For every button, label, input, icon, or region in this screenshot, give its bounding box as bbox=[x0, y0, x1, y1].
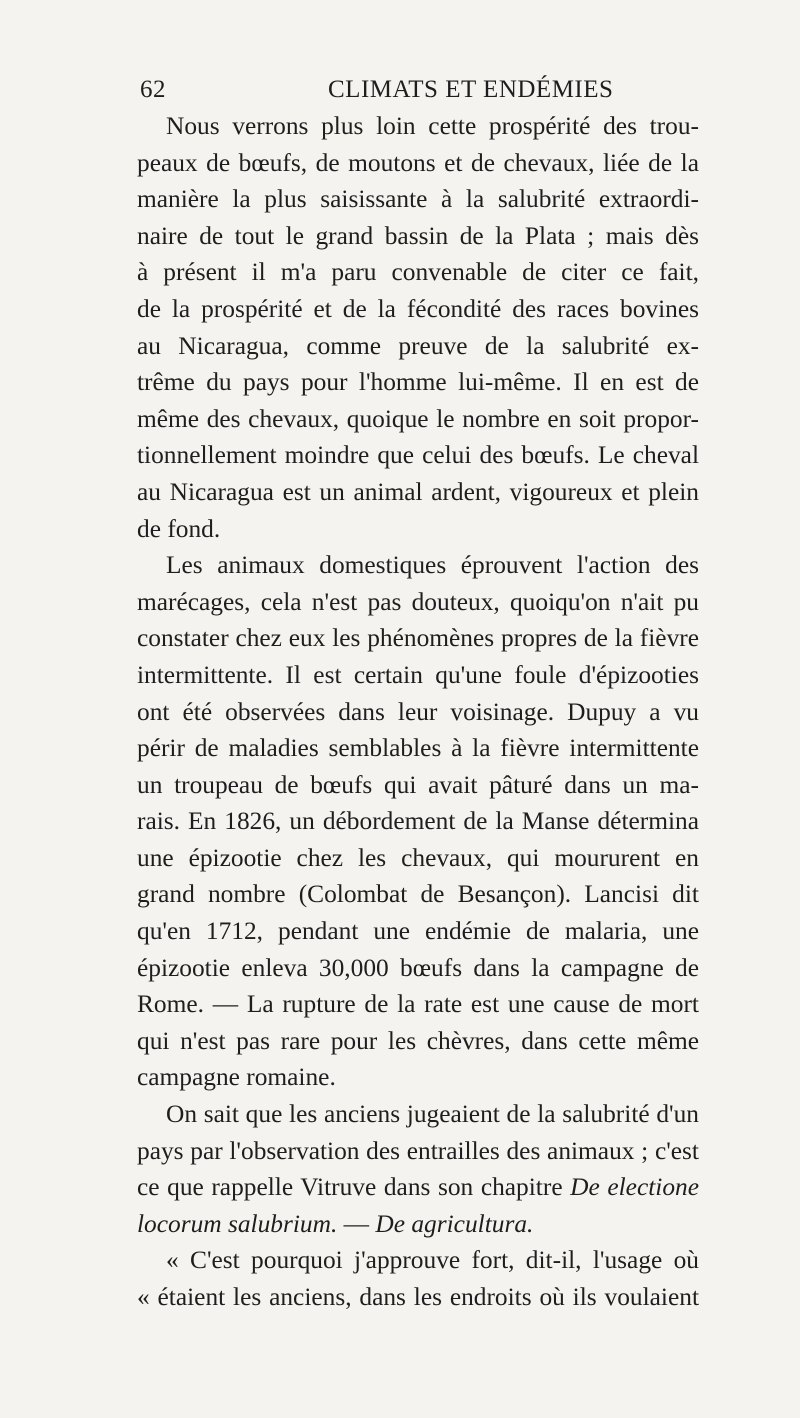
text-line: épizootie enleva 30,000 bœufs dans la campagne de bbox=[137, 953, 699, 982]
text-line-mixed bbox=[137, 1169, 699, 1206]
text-run: ce que rappelle Vitruve dans son chapitre bbox=[137, 1173, 563, 1202]
text-line: ont été observées dans leur voisinage. Dupuy a vu bbox=[137, 697, 699, 726]
italic-title: locorum salubrium. bbox=[137, 1209, 338, 1238]
text-line: qu'en 1712, pendant une endémie de malaria, une bbox=[137, 917, 699, 946]
text-line: rais. En 1826, un débordement de la Manse détermina bbox=[137, 807, 699, 836]
italic-title: De agricultura. bbox=[375, 1209, 534, 1238]
dash: — bbox=[337, 1209, 376, 1238]
text-line: au Nicaragua, comme preuve de la salubrité ex- bbox=[137, 331, 699, 360]
page-number: 62 bbox=[140, 76, 166, 103]
quote-line: « C'est pourquoi j'approuve fort, dit-il, l'usage où bbox=[166, 1246, 699, 1275]
text-line: naire de tout le grand bassin de la Plata ; mais dès bbox=[137, 221, 699, 250]
body-text bbox=[137, 108, 699, 1316]
quote-line: « étaient les anciens, dans les endroits où ils voulaient bbox=[137, 1283, 699, 1311]
text-line: Nous verrons plus loin cette prospérité des trou- bbox=[166, 112, 699, 140]
text-line: même des chevaux, quoique le nombre en soit propor- bbox=[137, 404, 699, 433]
text-line: peaux de bœufs, de moutons et de chevaux, liée de la bbox=[137, 148, 699, 177]
text-line: une épizootie chez les chevaux, qui moururent en bbox=[137, 843, 699, 872]
text-line: au Nicaragua est un animal ardent, vigoureux et plein bbox=[137, 477, 699, 506]
text-line: pays par l'observation des entrailles des animaux ; c'est bbox=[137, 1136, 699, 1165]
text-line: Rome. — La rupture de la rate est une cause de mort bbox=[137, 990, 699, 1019]
text-line: à présent il m'a paru convenable de citer ce fait, bbox=[137, 258, 699, 287]
running-title: CLIMATS ET ENDÉMIES bbox=[328, 76, 614, 103]
text-line: qui n'est pas rare pour les chèvres, dans cette même bbox=[137, 1026, 699, 1055]
text-line: constater chez eux les phénomènes propres de la fièvre bbox=[137, 624, 699, 653]
page-header bbox=[140, 76, 695, 104]
text-line: un troupeau de bœufs qui avait pâturé dans un ma- bbox=[137, 770, 699, 799]
text-line: marécages, cela n'est pas douteux, quoiqu'on n'ait pu bbox=[137, 587, 699, 616]
text-line-mixed bbox=[137, 1206, 699, 1243]
text-line: tionnellement moindre que celui des bœufs. Le cheval bbox=[137, 441, 699, 470]
text-line: de la prospérité et de la fécondité des races bovines bbox=[137, 294, 699, 323]
text-line: périr de maladies semblables à la fièvre intermittente bbox=[137, 734, 699, 763]
text-line: On sait que les anciens jugeaient de la salubrité d'un bbox=[166, 1100, 699, 1129]
text-line: Les animaux domestiques éprouvent l'action des bbox=[166, 551, 699, 580]
text-line: grand nombre (Colombat de Besançon). Lancisi dit bbox=[137, 880, 699, 909]
text-line: intermittente. Il est certain qu'une foule d'épizooties bbox=[137, 660, 699, 689]
text-line: campagne romaine. bbox=[137, 1063, 336, 1092]
italic-title: De electione bbox=[570, 1173, 699, 1202]
text-line: trême du pays pour l'homme lui-même. Il en est de bbox=[137, 368, 699, 397]
text-line: manière la plus saisissante à la salubrité extraordi- bbox=[137, 185, 699, 214]
text-line: de fond. bbox=[137, 514, 221, 543]
